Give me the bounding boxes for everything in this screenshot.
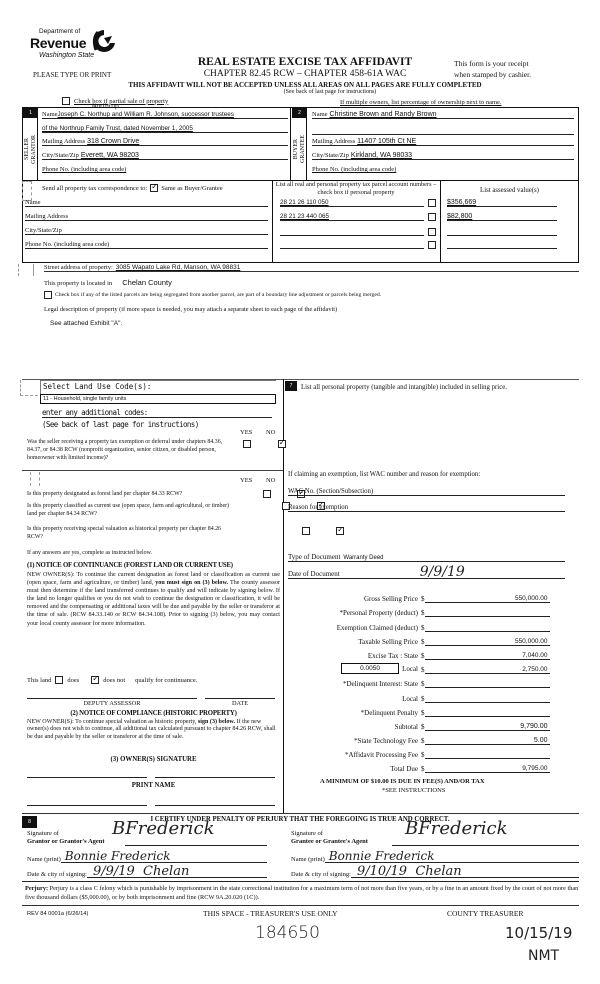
corr-city-row[interactable]: [25, 227, 268, 235]
doc-date-row: [288, 566, 565, 579]
tax-line-delinquent-interest-state: [288, 674, 568, 688]
parcels-header: List all real and personal property tax parcel account numbers – check box if personal property: [275, 181, 437, 196]
logo-state: Washington State: [39, 52, 95, 59]
seller-city-label: City/State/Zip: [42, 152, 79, 159]
personal-property-checkbox[interactable]: [428, 199, 436, 207]
buyer-city-value[interactable]: Kirkland, WA 98033: [350, 152, 413, 159]
grantor-signature-line[interactable]: [125, 838, 267, 846]
grantor-date-label: Date & city of signing:: [27, 871, 87, 878]
dor-logo: [30, 28, 125, 66]
tax-line-value[interactable]: 9,795.00: [425, 765, 550, 773]
corr-phone-row[interactable]: [25, 241, 268, 249]
tax-line-value[interactable]: 7,040.00: [425, 652, 550, 660]
does-not-label: does not: [103, 676, 126, 684]
segregated-row: [44, 291, 381, 299]
logo-swoosh-icon: [90, 28, 118, 54]
parcel-row: [280, 240, 436, 249]
parcel-number[interactable]: 28 21 26 110 050: [280, 199, 424, 207]
buyer-mailing-label: Mailing Address: [312, 138, 356, 145]
parcel-number[interactable]: [280, 227, 424, 236]
seller-city-row: [42, 152, 288, 160]
section-3-marker: [22, 181, 32, 201]
dollar-sign: $: [421, 751, 425, 760]
form-chapter: CHAPTER 82.45 RCW – CHAPTER 458-61A WAC: [203, 69, 407, 79]
tax-line-label: Exemption Claimed (deduct): [336, 623, 418, 632]
seller-name-value-1[interactable]: Joseph C. Northup and William R. Johnson, successor trustees: [57, 111, 234, 118]
deputy-assessor-label: DEPUTY ASSESSOR: [83, 700, 141, 707]
grantor-sig-label-1: Signature of: [27, 830, 59, 837]
continuance-row: [27, 676, 197, 684]
street-address-value[interactable]: 3085 Wapato Lake Rd, Manson, WA 98831: [115, 264, 241, 271]
grantor-sig-label-2: Grantor or Grantor's Agent: [27, 838, 105, 845]
deputy-assessor-line[interactable]: [27, 698, 197, 699]
parcel-number[interactable]: [280, 240, 424, 249]
dollar-sign: $: [421, 722, 425, 731]
land-use-select[interactable]: 11 - Household, single family units: [40, 394, 276, 404]
seller-name-row-2: [42, 125, 288, 133]
dollar-sign: $: [421, 595, 425, 604]
footer-divider: [22, 905, 579, 906]
buyer-name-row-2[interactable]: [312, 125, 574, 135]
buyer-city-label: City/State/Zip: [312, 152, 349, 159]
corr-mailing-row[interactable]: [25, 213, 268, 221]
please-type: PLEASE TYPE OR PRINT: [33, 71, 112, 79]
notice-continuance-body-bold: you must sign on (3) below.: [155, 580, 229, 587]
tax-line-label: *Delinquent Interest: State: [342, 680, 418, 689]
parcel-row: [280, 227, 436, 236]
receipt-note-2: when stamped by cashier.: [454, 70, 532, 79]
dollar-sign: $: [421, 666, 425, 675]
doc-date-value[interactable]: 9/9/19: [419, 564, 465, 580]
street-address-row: [44, 264, 579, 272]
section-6-marker: [30, 472, 40, 486]
tax-line-value[interactable]: [425, 750, 550, 759]
seller-phone-row: [42, 166, 288, 173]
buyer-name-row: [312, 111, 574, 119]
wac-number-row[interactable]: [288, 488, 565, 496]
tax-line-value[interactable]: [425, 623, 550, 632]
notice-continuance-title: (1) NOTICE OF CONTINUANCE (FOREST LAND OR CURRENT USE): [27, 562, 233, 569]
personal-property-input[interactable]: [290, 408, 570, 458]
correspondence-label: Send all property tax correspondence to:: [42, 184, 148, 192]
doc-type-label: Type of Document: [288, 553, 341, 561]
tax-line-delinquent-penalty: [288, 703, 568, 717]
seller-name-row: [42, 111, 288, 119]
date-line[interactable]: [205, 698, 275, 699]
grantee-name-value[interactable]: Bonnie Frederick: [325, 851, 579, 863]
historic-yes-checkbox[interactable]: [302, 527, 310, 535]
current-use-question: Is this property classified as current use (open space, farm and agricultural, or timber) land per chapter 84.34 RCW?: [27, 503, 230, 517]
buyer-city-row: [312, 152, 574, 160]
treasurer-use-label: THIS SPACE - TREASURER'S USE ONLY: [203, 909, 338, 918]
tax-line-label: Gross Selling Price: [363, 595, 418, 604]
doc-date-label: Date of Document: [288, 570, 340, 578]
grantor-name-label: Name (print): [27, 856, 61, 863]
additional-codes-label: enter any additional codes:: [42, 408, 148, 417]
partial-sale-checkbox[interactable]: [62, 97, 70, 105]
dollar-sign: $: [421, 708, 425, 717]
dollar-sign: $: [421, 680, 425, 689]
tax-line-value[interactable]: [425, 679, 550, 688]
print-name-line-1[interactable]: [27, 805, 147, 806]
qualify-label: qualify for continuance.: [135, 676, 198, 684]
corr-mailing-label: Mailing Address: [25, 213, 69, 220]
dollar-sign: $: [421, 694, 425, 703]
seller-name-value-2[interactable]: of the Northrup Family Trust, dated November 1, 2005: [42, 125, 193, 132]
tax-line-value[interactable]: 5.00: [425, 737, 550, 745]
form-title: REAL ESTATE EXCISE TAX AFFIDAVIT: [197, 56, 413, 68]
receipt-note-1: This form is your receipt: [454, 59, 529, 68]
local-rate-box[interactable]: 0.0050: [341, 663, 399, 674]
owner-signature-label: (3) OWNER(S) SIGNATURE: [110, 756, 197, 763]
parcel-row: [280, 199, 436, 207]
same-as-buyer-label: Same as Buyer/Grantee: [161, 184, 223, 192]
tax-line-label: *Delinquent Penalty: [360, 708, 418, 717]
yes-header-1: YES: [240, 429, 253, 436]
yes-header-2: YES: [240, 477, 253, 484]
certification-divider: [22, 881, 579, 882]
tax-line-total-due: [288, 759, 568, 773]
segregated-label: Check box if any of the listed parcels are being segregated from another parcel, are part of a boundary line adjustment or parcels being merged.: [55, 292, 382, 298]
seller-mailing-label: Mailing Address: [42, 138, 86, 145]
grantee-label: GRANTEE: [299, 135, 306, 163]
no-header-2: NO: [266, 477, 276, 484]
exemption-reason-row[interactable]: [288, 504, 565, 512]
exemption-yes-checkbox[interactable]: [243, 440, 251, 448]
corr-name-row[interactable]: [25, 199, 268, 207]
correspondence-row: [42, 184, 223, 192]
seller-mailing-row: [42, 138, 288, 146]
assessed-value[interactable]: $82,800: [447, 213, 557, 221]
buyer-name-label: Name: [312, 111, 328, 118]
assessed-value[interactable]: [447, 227, 557, 236]
tax-line-label: *Affidavit Processing Fee: [345, 751, 418, 760]
grantor-name-row: [27, 851, 267, 863]
seller-mailing-value[interactable]: 318 Crown Drive: [87, 138, 140, 145]
legal-description-value[interactable]: See attached Exhibit "A".: [50, 320, 123, 327]
personal-property-checkbox[interactable]: [428, 213, 436, 221]
dollar-sign: $: [421, 651, 425, 660]
tax-line-value[interactable]: 550,000.00: [425, 595, 550, 603]
land-use-label: Select Land Use Code(s):: [43, 382, 152, 391]
corr-name-label: Name: [25, 199, 41, 206]
grantor-signature-label: [27, 830, 105, 846]
notice-continuance-body-a: NEW OWNER(S): To continue the current designation as forest land or classification as current use (open space, farm and agriculture, or timber) land,: [27, 572, 280, 587]
assessed-value[interactable]: $356,669: [447, 199, 557, 207]
section-5-marker: [20, 380, 38, 396]
corr-city-label: City/State/Zip: [25, 227, 62, 234]
grantor-date-value[interactable]: 9/9/19 Chelan: [87, 866, 267, 878]
grantee-signature-label: [291, 830, 368, 846]
exemption-no-checkbox[interactable]: [278, 440, 286, 448]
tax-line-label: *State Technology Fee: [354, 737, 418, 746]
personal-property-checkbox[interactable]: [428, 241, 436, 249]
section-8-badge: 8: [22, 816, 37, 828]
tax-lines: [288, 589, 568, 773]
tax-line-label: Total Due: [390, 765, 418, 774]
tax-line-processing-fee: [288, 745, 568, 759]
wac-number-label: WAC No. (Section/Subsection): [288, 488, 374, 495]
grantor-signature: BFrederick: [112, 818, 215, 839]
historic-question: Is this property receiving special valuation as historical property per chapter 84.26 RCW?: [27, 526, 221, 540]
section-1-badge: 1: [23, 108, 38, 118]
grantee-date-value[interactable]: 9/10/19 Chelan: [351, 866, 579, 878]
grantee-sig-label-1: Signature of: [291, 830, 323, 837]
buyer-side-column: [292, 118, 307, 180]
multiple-owners-note: If multiple owners, list percentage of ownership next to name.: [340, 99, 502, 106]
print-name-label: PRINT NAME: [131, 782, 176, 789]
tax-line-excise-state: [288, 646, 568, 660]
if-yes-note: If any answers are yes, complete as instructed below.: [27, 550, 152, 556]
grantee-name-label: Name (print): [291, 856, 325, 863]
section-2-badge: 2: [292, 108, 307, 118]
tax-line-label: Local: [402, 694, 418, 703]
section-6-divider: [22, 470, 283, 471]
located-in-label: This property is located in: [44, 280, 113, 287]
buyer-mailing-row: [312, 138, 574, 146]
local-rate-group: [288, 663, 418, 674]
dollar-sign: $: [421, 609, 425, 618]
seller-city-value[interactable]: Everett, WA 98203: [80, 152, 139, 159]
does-checkbox[interactable]: [55, 676, 63, 684]
segregated-checkbox[interactable]: [44, 291, 52, 299]
tax-line-technology-fee: [288, 731, 568, 745]
grantee-sig-label-2: Grantee or Grantee's Agent: [291, 838, 368, 845]
no-header-1: NO: [266, 429, 276, 436]
seller-phone-label: Phone No. (including area code): [42, 166, 127, 173]
tax-line-exemption: [288, 617, 568, 631]
owner-signature-line-2[interactable]: [155, 777, 275, 778]
stamp-initials: NMT: [528, 948, 560, 964]
notice-compliance-body: [27, 719, 280, 741]
parties-divider-mid: [290, 107, 291, 180]
tax-line-personal: [288, 603, 568, 617]
see-instructions-note: *SEE INSTRUCTIONS: [382, 787, 446, 794]
tax-line-taxable: [288, 632, 568, 646]
grantor-label: GRANTOR: [30, 134, 37, 164]
perjury-label: Perjury:: [25, 885, 49, 892]
stamp-date: 10/15/19: [505, 924, 573, 942]
tax-line-value[interactable]: [425, 694, 550, 703]
personal-property-label: List all personal property (tangible and intangible) included in selling price.: [301, 384, 507, 391]
certification-statement: I CERTIFY UNDER PENALTY OF PERJURY THAT THE FOREGOING IS TRUE AND CORRECT.: [150, 816, 450, 823]
tax-line-value[interactable]: 550,000.00: [425, 638, 550, 646]
dollar-sign: $: [421, 737, 425, 746]
tax-line-delinquent-interest-local: [288, 688, 568, 702]
located-in-row: [44, 278, 172, 287]
legal-description-label: Legal description of property (if more space is needed, you may attach a separate sheet to each page of the affidavit): [44, 306, 338, 313]
does-not-checkbox[interactable]: [91, 676, 99, 684]
exemption-reason-label: Reason for exemption: [288, 504, 349, 511]
owner-signature-line-1[interactable]: [27, 777, 147, 778]
logo-dept: Department of: [39, 28, 81, 35]
grantee-date-label: Date & city of signing:: [291, 871, 351, 878]
county-value[interactable]: Chelan County: [122, 278, 172, 287]
forest-land-question: Is this property designated as forest land per chapter 84.33 RCW?: [27, 491, 183, 497]
parcel-row: [280, 213, 436, 221]
notice-compliance-title: (2) NOTICE OF COMPLIANCE (HISTORIC PROPERTY): [70, 710, 237, 717]
grantee-name-row: [291, 851, 579, 863]
grantor-date-row: [27, 866, 267, 878]
dollar-sign: $: [421, 765, 425, 774]
this-land-label: This land: [27, 676, 52, 684]
buyer-phone-label: Phone No. (including area code): [312, 166, 397, 173]
assessed-value[interactable]: [447, 240, 557, 249]
seller-label: SELLER: [23, 138, 30, 160]
historic-no-checkbox[interactable]: [336, 527, 344, 535]
doc-type-value[interactable]: Warranty Deed: [343, 555, 384, 561]
tax-line-value[interactable]: [425, 608, 550, 617]
buyer-name-value[interactable]: Christine Brown and Randy Brown: [329, 111, 437, 118]
forest-yes-checkbox[interactable]: [263, 490, 271, 498]
dollar-sign: $: [421, 623, 425, 632]
notice-continuance-body-b: The county assessor must then determine if the land transferred continues to qualify and will indicate by signing below. If the land no longer qualifies or you do not wish to continue the designation or classification, it will be removed and the compensating or additional taxes will be due and payable by the seller or transferor at the time of sale. (RCW 84.33.140 or RCW 84.34.108). Prior to signing (3) below, you may contact your local county assessor for more information.: [27, 580, 281, 627]
tax-line-label: Excise Tax : State: [367, 651, 418, 660]
form-warning: THIS AFFIDAVIT WILL NOT BE ACCEPTED UNLESS ALL AREAS ON ALL PAGES ARE FULLY COMPLETED: [128, 81, 482, 89]
tax-line-label: Subtotal: [394, 722, 418, 731]
tax-line-label: Taxable Selling Price: [358, 637, 418, 646]
seller-name-correction: Northrup: [92, 103, 119, 110]
assessed-header: List assessed value(s): [480, 187, 539, 194]
personal-property-checkbox[interactable]: [428, 228, 436, 236]
dollar-sign: $: [421, 637, 425, 646]
tax-line-gross: [288, 589, 568, 603]
exemption-question: Was the seller receiving a property tax exemption or deferral under chapters 84.36, 84.37, or 84.38 RCW (nonprofit organization, senior citizen, or disabled person, homeowner with limited income)?: [27, 439, 223, 461]
print-name-line-2[interactable]: [155, 805, 275, 806]
notice-continuance-body: [27, 571, 280, 628]
tax-line-excise-local: [288, 660, 568, 674]
street-address-label: Street address of property:: [44, 264, 113, 271]
section-7-badge: 7: [285, 381, 297, 391]
grantee-date-row: [291, 866, 579, 878]
seller-side-column: [23, 118, 38, 180]
parcels-divider-left: [272, 180, 273, 263]
tax-line-label: *Personal Property (deduct): [339, 609, 418, 618]
date-label: DATE: [231, 700, 249, 707]
additional-codes-row[interactable]: [42, 408, 272, 418]
rev-code: REV 84 0001a (6/26/14): [27, 911, 89, 917]
partial-sale-label: Check box if partial sale of property: [74, 97, 169, 105]
minimum-due-note: A MINIMUM OF $10.00 IS DUE IN FEE(S) AND/OR TAX: [320, 778, 485, 785]
buyer-phone-row: [312, 166, 574, 173]
same-as-buyer-checkbox[interactable]: [150, 184, 158, 192]
notice-compliance-body-bold: sign (3) below.: [197, 719, 235, 725]
perjury-notice: [25, 884, 580, 902]
seller-name-label: Name: [42, 111, 58, 118]
parcel-number[interactable]: 28 21 23 440 065: [280, 213, 424, 221]
notice-compliance-body-a: NEW OWNER(S): To continue special valuation as historic property,: [27, 719, 197, 725]
tax-line-value[interactable]: 9,790.00: [425, 723, 550, 731]
receipt-number: 184650: [255, 923, 320, 943]
tax-line-value[interactable]: [425, 708, 550, 717]
parcels-divider-right: [440, 180, 441, 263]
tax-line-value[interactable]: 2,750.00: [425, 666, 550, 674]
grantee-signature-line[interactable]: [392, 838, 579, 846]
doc-type-row: [288, 553, 565, 562]
logo-revenue: Revenue: [30, 35, 87, 51]
county-treasurer-label: COUNTY TREASURER: [447, 909, 524, 918]
section-4-marker: [18, 264, 34, 276]
buyer-label: BUYER: [292, 138, 299, 160]
see-back-note: (See back of last page for instructions): [283, 89, 377, 95]
tax-line-subtotal: [288, 717, 568, 731]
lower-box-bottom: [22, 813, 579, 814]
grantee-signature: BFrederick: [405, 818, 508, 839]
buyer-mailing-value[interactable]: 11407 105th Ct NE: [357, 138, 417, 145]
land-use-see-back: (See back of last page for instructions): [42, 420, 199, 429]
corr-phone-label: Phone No. (including area code): [25, 241, 110, 248]
exemption-claim-label: If claiming an exemption, list WAC number and reason for exemption:: [288, 471, 481, 478]
perjury-text: Perjury is a class C felony which is punishable by imprisonment in the state correctional institution for a maximum term of not more than five years, or by a fine in an amount fixed by the court of not more than five thousand dollars ($5,000.00), or by both imprisonment and fine (RCW 9A.20.020 (1C)).: [25, 885, 579, 901]
notice-compliance-body-b: If the new owner(s) does not wish to continue, all additional tax calculated pursuant to chapter 84.26 RCW, shall be due and payable by the seller or transferor at the time of sale.: [27, 719, 276, 740]
grantor-name-value[interactable]: Bonnie Frederick: [61, 851, 267, 863]
does-label: does: [67, 676, 80, 684]
tax-line-label: Local: [402, 664, 418, 673]
